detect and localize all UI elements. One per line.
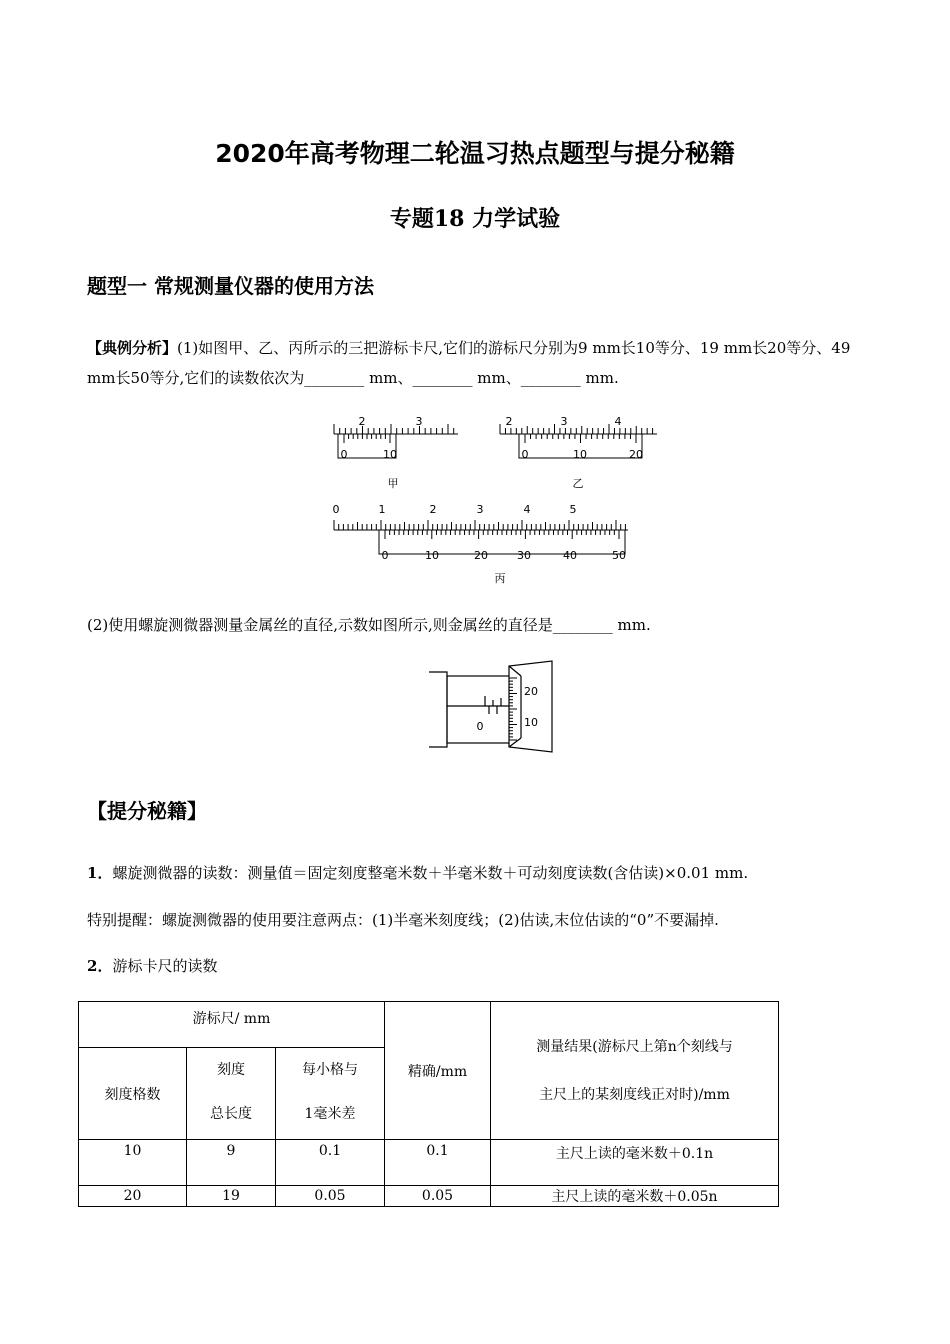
caliper-a-main-label-3: 3 — [415, 415, 423, 428]
caliper-a-vernier-label-10: 10 — [383, 448, 397, 461]
tips-item-2: 2．游标卡尺的读数 — [87, 957, 218, 975]
table-cell-count: 10 — [79, 1140, 187, 1186]
caliper-b-main-label-3: 3 — [560, 415, 568, 428]
caliper-figures — [320, 410, 660, 590]
caliper-c-vernier-label-30: 30 — [517, 549, 531, 562]
caliper-c-vernier-label-40: 40 — [563, 549, 577, 562]
table-header-total-line1: 刻度 — [217, 1062, 245, 1078]
table-cell-diff: 0.1 — [276, 1140, 385, 1186]
caliper-c-caption: 丙 — [494, 572, 506, 585]
tips-item-1-number: 1 — [87, 864, 98, 882]
table-header-total — [187, 1048, 276, 1140]
table-cell-precision: 0.05 — [385, 1186, 491, 1207]
table-header-result-line1: 测量结果(游标尺上第n个刻线与 — [536, 1038, 733, 1055]
caliper-c-main-label-0: 0 — [332, 503, 340, 516]
caliper-a-vernier-label-0: 0 — [340, 448, 348, 461]
micrometer-figure — [425, 658, 555, 756]
caliper-c-main-label-3: 3 — [476, 503, 484, 516]
caliper-c-main-label-2: 2 — [429, 503, 437, 516]
caliper-c-main-label-4: 4 — [523, 503, 531, 516]
caliper-c-main-label-5: 5 — [569, 503, 577, 516]
caliper-a-caption: 甲 — [387, 477, 399, 490]
document-title: 2020年高考物理二轮温习热点题型与提分秘籍 — [215, 139, 735, 168]
tips-item-1: 1．螺旋测微器的读数：测量值＝固定刻度整毫米数＋半毫米数＋可动刻度读数(含估读)×0.01 mm. — [87, 864, 749, 882]
table-row — [79, 1140, 779, 1186]
example-part2: (2)使用螺旋测微器测量金属丝的直径,示数如图所示,则金属丝的直径是________ mm. — [87, 616, 651, 634]
micrometer-thimble-label-20: 20 — [524, 685, 538, 698]
table-header-result-line2: 主尺上的某刻度线正对时)/mm — [539, 1086, 730, 1103]
table-cell-result: 主尺上读的毫米数＋0.1n — [491, 1140, 779, 1186]
tips-item-1-text: 螺旋测微器的读数：测量值＝固定刻度整毫米数＋半毫米数＋可动刻度读数(含估读)×0.01 mm. — [112, 864, 749, 882]
micrometer-thimble-label-10: 10 — [524, 716, 538, 729]
table-header-diff-line1: 每小格与 — [302, 1062, 358, 1078]
table-row — [79, 1186, 779, 1207]
table-cell-result: 主尺上读的毫米数＋0.05n — [491, 1186, 779, 1207]
table-header-group: 游标尺/ mm — [79, 1002, 385, 1048]
tips-heading: 【提分秘籍】 — [87, 799, 207, 823]
caliper-b-vernier-label-0: 0 — [521, 448, 529, 461]
caliper-c-main-label-1: 1 — [378, 503, 386, 516]
table-cell-diff: 0.05 — [276, 1186, 385, 1207]
caliper-c-vernier-label-0: 0 — [381, 549, 389, 562]
section-title: 题型一 常规测量仪器的使用方法 — [87, 274, 374, 298]
caliper-b-vernier-label-10: 10 — [573, 448, 587, 461]
example-part1 — [87, 333, 877, 393]
caliper-c-vernier-label-50: 50 — [612, 549, 626, 562]
example-part1-text: (1)如图甲、乙、丙所示的三把游标卡尺,它们的游标尺分别为9 mm长10等分、19 mm长20等分、49 mm长50等分,它们的读数依次为________ mm、________ mm、________ mm. — [87, 339, 851, 387]
document-subtitle: 专题18 力学试验 — [389, 206, 561, 232]
caliper-b-main-label-4: 4 — [614, 415, 622, 428]
caliper-b-vernier-label-20: 20 — [629, 448, 643, 461]
table-header-diff — [276, 1048, 385, 1140]
tips-item-2-text: 游标卡尺的读数 — [112, 957, 218, 975]
table-cell-total: 19 — [187, 1186, 276, 1207]
caliper-c-vernier-label-10: 10 — [425, 549, 439, 562]
micrometer-sleeve-label-0: 0 — [476, 720, 484, 733]
table-header-diff-line2: 1毫米差 — [304, 1106, 356, 1122]
example-label: 【典例分析】 — [87, 339, 178, 357]
vernier-table — [78, 1001, 779, 1207]
caliper-a-main-label-2: 2 — [358, 415, 366, 428]
micrometer-thimble — [509, 661, 552, 752]
caliper-c-vernier-label-20: 20 — [474, 549, 488, 562]
caliper-b-caption: 乙 — [572, 477, 584, 490]
table-header-result — [491, 1002, 779, 1140]
micrometer-anvil — [429, 672, 447, 747]
table-header-count: 刻度格数 — [79, 1048, 187, 1140]
table-cell-total: 9 — [187, 1140, 276, 1186]
table-header-total-line2: 总长度 — [210, 1106, 252, 1122]
tips-item-2-number: 2 — [87, 957, 98, 975]
tips-note: 特别提醒：螺旋测微器的使用要注意两点：(1)半毫米刻度线；(2)估读,末位估读的“0”不要漏掉. — [87, 911, 719, 929]
table-header-precision: 精确/mm — [385, 1002, 491, 1140]
table-cell-count: 20 — [79, 1186, 187, 1207]
table-cell-precision: 0.1 — [385, 1140, 491, 1186]
caliper-b-main-label-2: 2 — [505, 415, 513, 428]
